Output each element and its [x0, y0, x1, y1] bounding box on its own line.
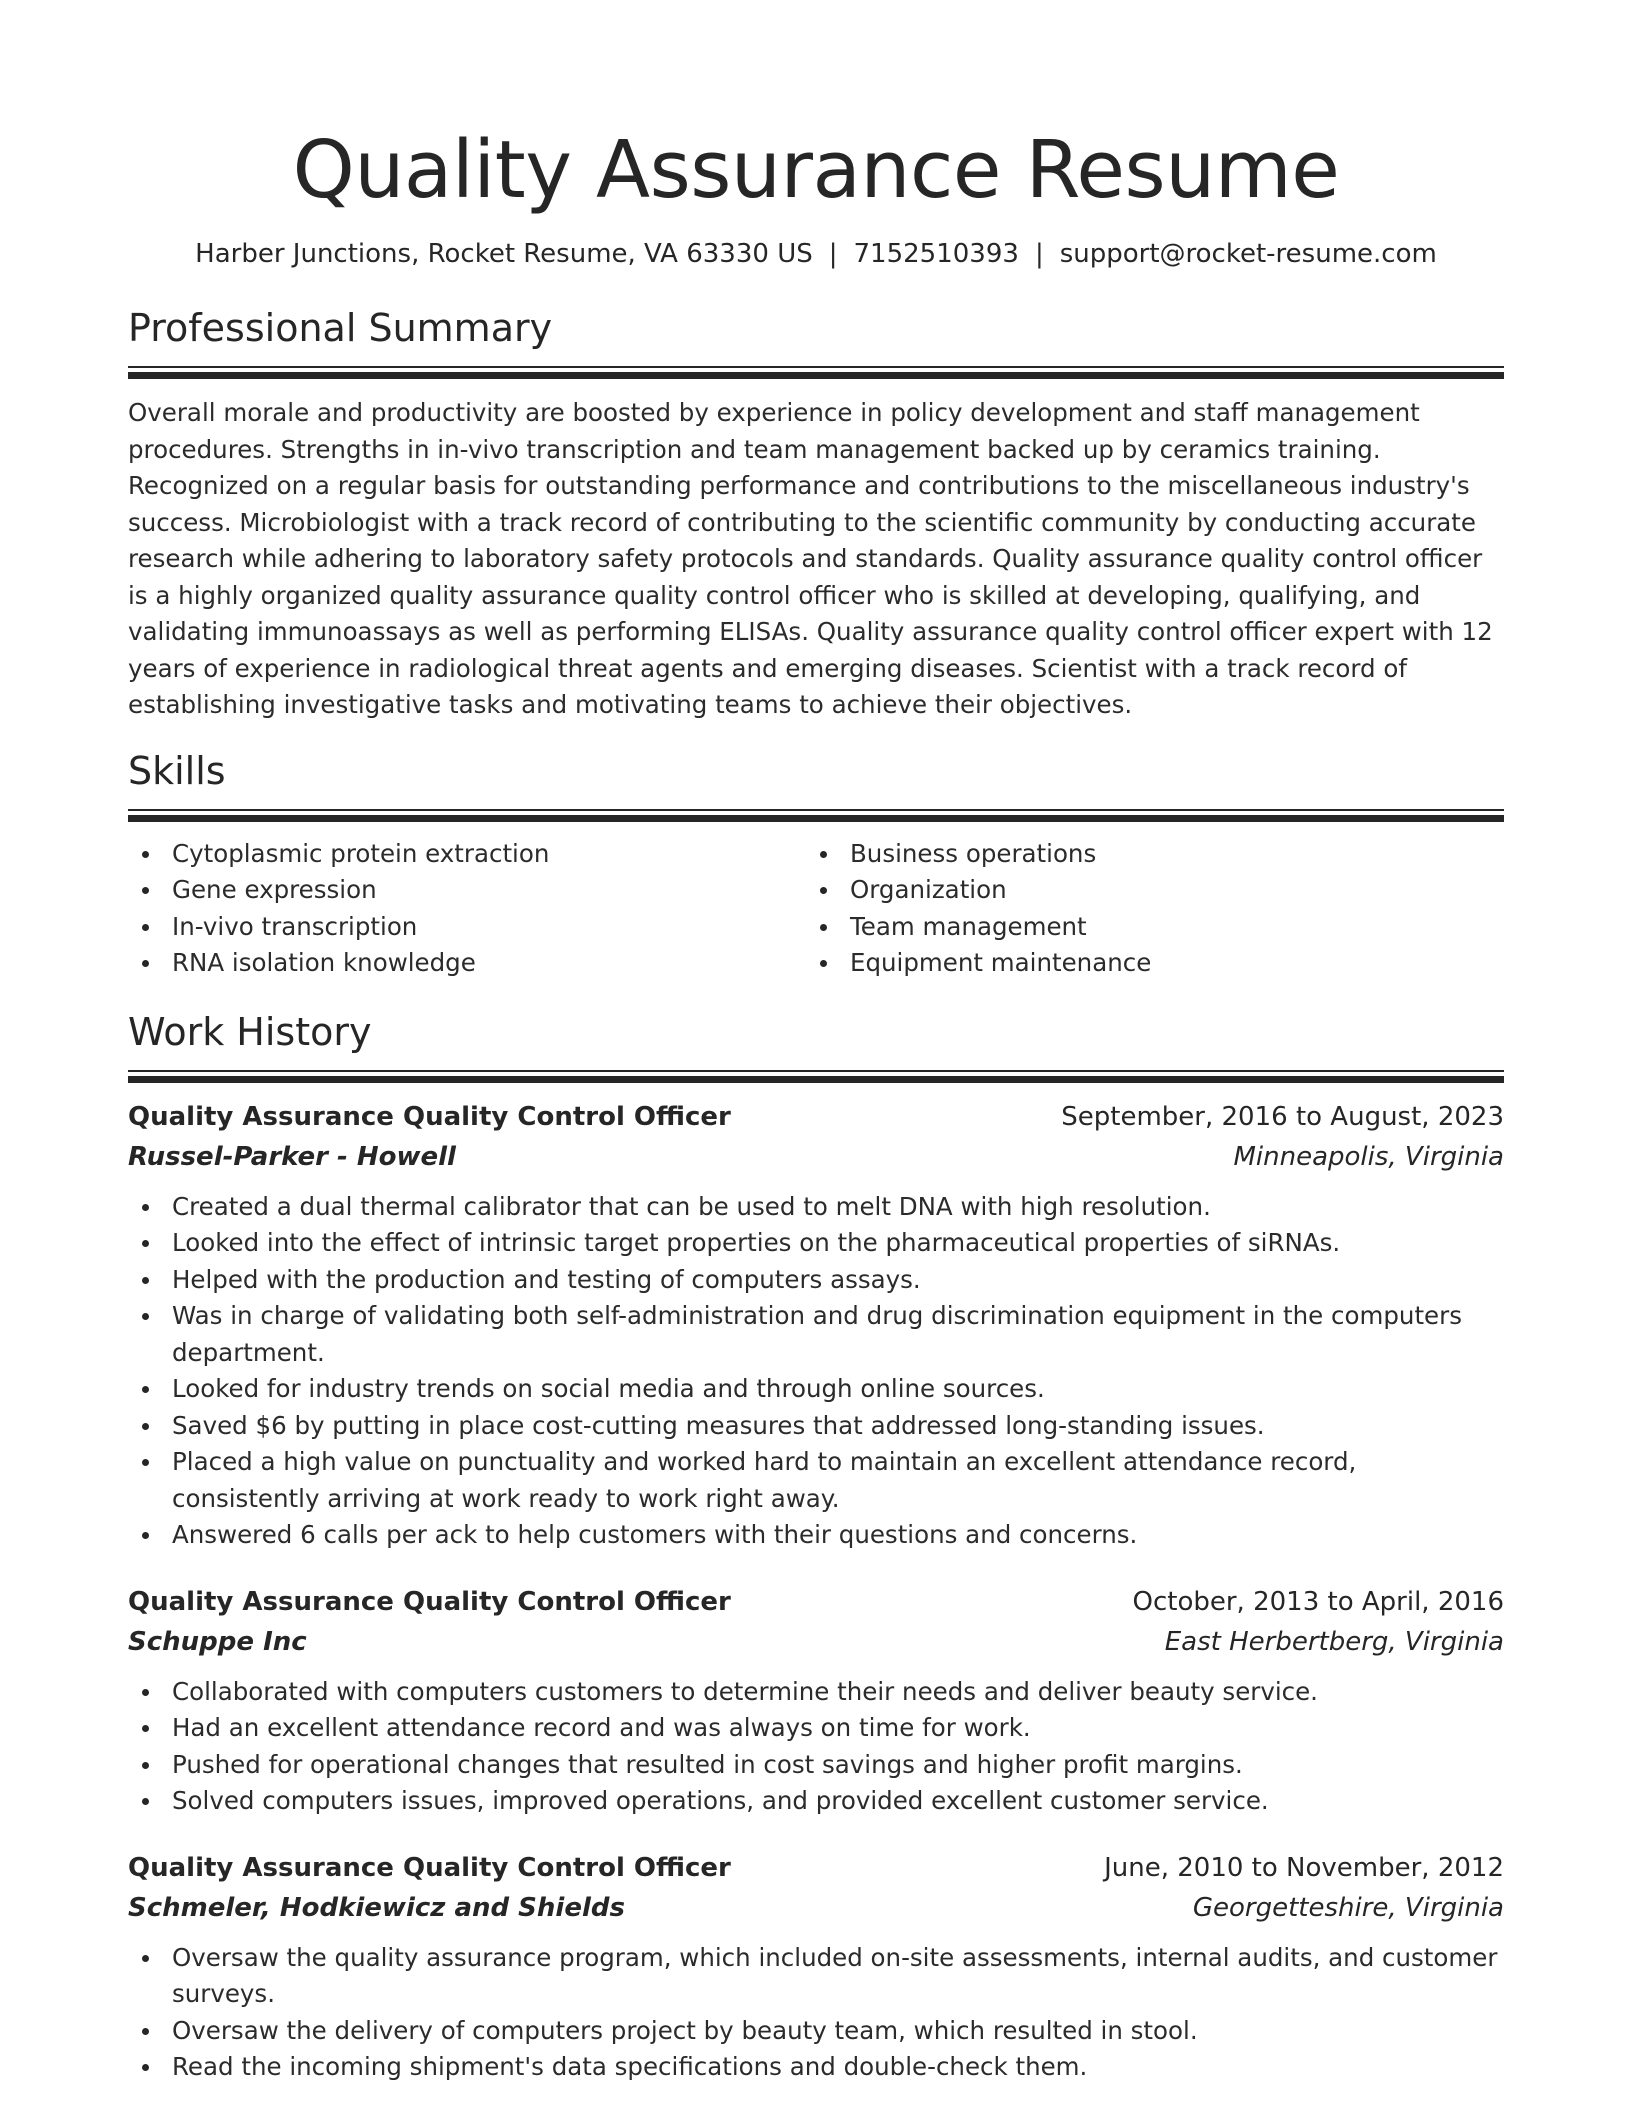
skills-heading: Skills — [128, 748, 226, 793]
job-bullet: Read the incoming shipment's data specifications and double-check them. — [128, 2049, 1504, 2086]
job-bullet: Helped with the production and testing of computers assays. — [128, 1262, 1504, 1299]
job-title: Quality Assurance Quality Control Officer — [128, 1852, 731, 1883]
skill-item: Gene expression — [128, 872, 806, 909]
resume-content — [128, 0, 1504, 2086]
job-dates: September, 2016 to August, 2023 — [1061, 1101, 1504, 1132]
job-company: Russel-Parker - Howell — [128, 1141, 456, 1172]
job-company: Schmeler, Hodkiewicz and Shields — [128, 1892, 625, 1923]
work-history-heading: Work History — [128, 1009, 372, 1054]
job-bullet: Had an excellent attendance record and was always on time for work. — [128, 1710, 1504, 1747]
skill-item: Cytoplasmic protein extraction — [128, 836, 806, 873]
skill-item: RNA isolation knowledge — [128, 945, 806, 982]
job-entry — [128, 1848, 1504, 2086]
job-entry — [128, 1582, 1504, 1820]
work-history-section — [128, 1008, 1504, 2086]
job-bullet: Oversaw the quality assurance program, which included on-site assessments, internal audits, and customer surveys. — [128, 1940, 1504, 2013]
summary-heading: Professional Summary — [128, 306, 553, 350]
contact-separator: | — [828, 239, 838, 269]
skill-item: Organization — [806, 872, 1484, 909]
job-title: Quality Assurance Quality Control Officer — [128, 1101, 731, 1132]
job-bullet: Solved computers issues, improved operations, and provided excellent customer service. — [128, 1783, 1504, 1820]
job-header — [128, 1582, 1504, 1622]
skill-item: Business operations — [806, 836, 1484, 873]
job-subheader — [128, 1137, 1504, 1177]
job-bullet-list — [128, 1674, 1504, 1820]
job-subheader — [128, 1888, 1504, 1928]
job-dates: October, 2013 to April, 2016 — [1132, 1586, 1504, 1617]
contact-phone: 7152510393 — [853, 239, 1019, 269]
job-company: Schuppe Inc — [128, 1626, 307, 1657]
section-divider — [128, 1070, 1504, 1083]
job-location: Minneapolis, Virginia — [1233, 1141, 1504, 1172]
skills-grid — [128, 836, 1504, 982]
resume-title: Quality Assurance Resume — [292, 124, 1340, 216]
job-location: East Herbertberg, Virginia — [1164, 1626, 1504, 1657]
skill-item: Team management — [806, 909, 1484, 946]
job-title: Quality Assurance Quality Control Officer — [128, 1586, 731, 1617]
skills-column-right — [806, 836, 1484, 982]
contact-email: support@rocket-resume.com — [1059, 239, 1437, 269]
job-dates: June, 2010 to November, 2012 — [1104, 1852, 1504, 1883]
section-divider — [128, 809, 1504, 822]
job-header — [128, 1848, 1504, 1888]
job-bullet-list — [128, 1940, 1504, 2086]
job-entry — [128, 1097, 1504, 1554]
job-bullet: Saved $6 by putting in place cost-cutting measures that addressed long-standing issues. — [128, 1408, 1504, 1445]
job-bullet: Collaborated with computers customers to determine their needs and deliver beauty service. — [128, 1674, 1504, 1711]
summary-text: Overall morale and productivity are boosted by experience in policy development and staff management procedures. Strengths in in-vivo transcription and team management backed up by ceramics training. Recognized on a regular basis for outstanding performance and contributions to the miscellaneous industry's success. Microbiologist with a track record of contributing to the scientific community by conducting accurate research while adhering to laboratory safety protocols and standards. Quality assurance quality control officer is a highly organized quality assurance quality control officer who is skilled at developing, qualifying, and validating immunoassays as well as performing ELISAs. Quality assurance quality control officer expert with 12 years of experience in radiological threat agents and emerging diseases. Scientist with a track record of establishing investigative tasks and motivating teams to achieve their objectives. — [128, 398, 1493, 719]
contact-separator: | — [1034, 239, 1044, 269]
summary-section — [128, 304, 1504, 724]
job-bullet: Oversaw the delivery of computers project by beauty team, which resulted in stool. — [128, 2013, 1504, 2050]
job-bullet-list — [128, 1189, 1504, 1554]
contact-line — [128, 236, 1504, 272]
job-header — [128, 1097, 1504, 1137]
job-bullet: Looked for industry trends on social media and through online sources. — [128, 1371, 1504, 1408]
job-bullet: Pushed for operational changes that resulted in cost savings and higher profit margins. — [128, 1747, 1504, 1784]
section-divider — [128, 366, 1504, 379]
job-subheader — [128, 1622, 1504, 1662]
skills-section — [128, 747, 1504, 982]
job-bullet: Looked into the effect of intrinsic target properties on the pharmaceutical properties of siRNAs. — [128, 1225, 1504, 1262]
job-bullet: Was in charge of validating both self-administration and drug discrimination equipment in the computers department. — [128, 1298, 1504, 1371]
job-bullet: Created a dual thermal calibrator that can be used to melt DNA with high resolution. — [128, 1189, 1504, 1226]
skills-column-left — [128, 836, 806, 982]
job-bullet: Placed a high value on punctuality and worked hard to maintain an excellent attendance record, consistently arriving at work ready to work right away. — [128, 1444, 1504, 1517]
skill-item: In-vivo transcription — [128, 909, 806, 946]
contact-address: Harber Junctions, Rocket Resume, VA 63330 US — [195, 239, 813, 269]
job-bullet: Answered 6 calls per ack to help customers with their questions and concerns. — [128, 1517, 1504, 1554]
job-location: Georgetteshire, Virginia — [1192, 1892, 1504, 1923]
skill-item: Equipment maintenance — [806, 945, 1484, 982]
